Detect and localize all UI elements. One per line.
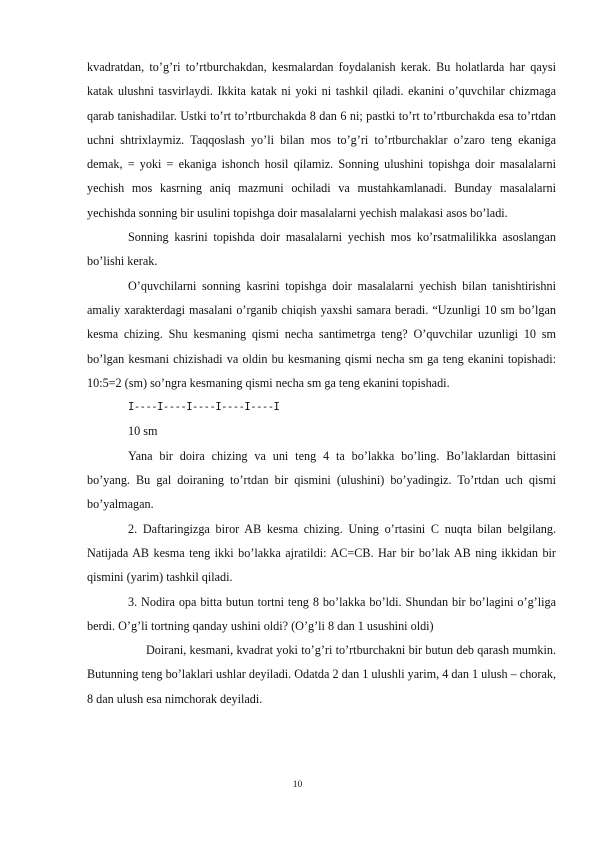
paragraph-7: Doirani, kesmani, kvadrat yoki to’g’ri to’rtburchakni bir butun deb qarash mumkin. Butunning teng bo’laklari ushlar deyiladi. Odatda 2 dan 1 ulushli yarim, 4 dan 1 ulush – chorak, 8 dan ulush esa nimchorak deyiladi. bbox=[87, 643, 556, 706]
paragraph-4: Yana bir doira chizing va uni teng 4 ta bo’lakka bo’ling. Bo’laklardan bittasini bo’yang. Bu gal doiraning to’rtdan bir qismini (ulushini) bo’yadingiz. To’rtdan uch qismi bo’yalmagan. bbox=[87, 448, 556, 512]
paragraph-3: O’quvchilarni sonning kasrini topishga doir masalalarni yechish bilan tanishtirishni amaliy xarakterdagi masalani o’rganib chiqish yaxshi samara beradi. “Uzunligi 10 sm bo’lgan kesma chizing. Shu kesmaning qismi necha santimetrga teng? O’quvchilar uzunligi 10 sm bo’lgan kesmani chizishadi va oldin bu kesmaning qismi necha sm ga teng ekanini topishadi: 10:5=2 (sm) so’ngra kesmaning qismi necha sm ga teng ekanini topishadi. bbox=[87, 278, 556, 390]
page-number: 10 bbox=[292, 780, 303, 790]
segment-diagram: I----I----I----I----I----I bbox=[128, 401, 280, 414]
paragraph-6: 3. Nodira opa bitta butun tortni teng 8 bo’lakka bo’ldi. Shundan bir bo’lagini o’g’liga berdi. O’g’li tortning qanday ushini oldi? (O’g’li 8 dan 1 usushini oldi) bbox=[87, 594, 556, 633]
paragraph-5: 2. Daftaringizga biror AB kesma chizing. Uning o’rtasini C nuqta bilan belgilang. Natijada AB kesma teng ikki bo’lakka ajratildi: AC=CB. Har bir bo’lak AB ning ikkidan bir qismini (yarim) tashkil qiladi. bbox=[87, 521, 556, 585]
paragraph-2: Sonning kasrini topishda doir masalalarni yechish mos ko’rsatmalilikka asoslangan bo’lishi kerak. bbox=[87, 230, 556, 269]
segment-label: 10 sm bbox=[128, 424, 158, 439]
paragraph-1: kvadratdan, to’g’ri to’rtburchakdan, kesmalardan foydalanish kerak. Bu holatlarda har qaysi katak ulushni tasvirlaydi. Ikkita katak ni yoki ni tashkil qiladi. ekanini o’quvchilar chizmaga qarab tanishadilar. Ustki to’rt to’rtburchakda 8 dan 6 ni; pastki to’rt to’rtburchakda esa to’rtdan uchni shtrixlaymiz. Taqqoslash yo’li bilan mos to’g’ri to’rtburchaklar o’zaro teng ekaniga demak, = yoki = ekaniga ishonch hosil qilamiz. Sonning ulushini topishga doir masalalarni yechish mos kasrning aniq mazmuni ochiladi va mustahkamlanadi. Bunday masalalarni yechishda sonning bir usulini topishga doir masalalarni yechish malakasi asos bo’ladi. bbox=[87, 60, 556, 220]
document-body bbox=[87, 55, 556, 711]
